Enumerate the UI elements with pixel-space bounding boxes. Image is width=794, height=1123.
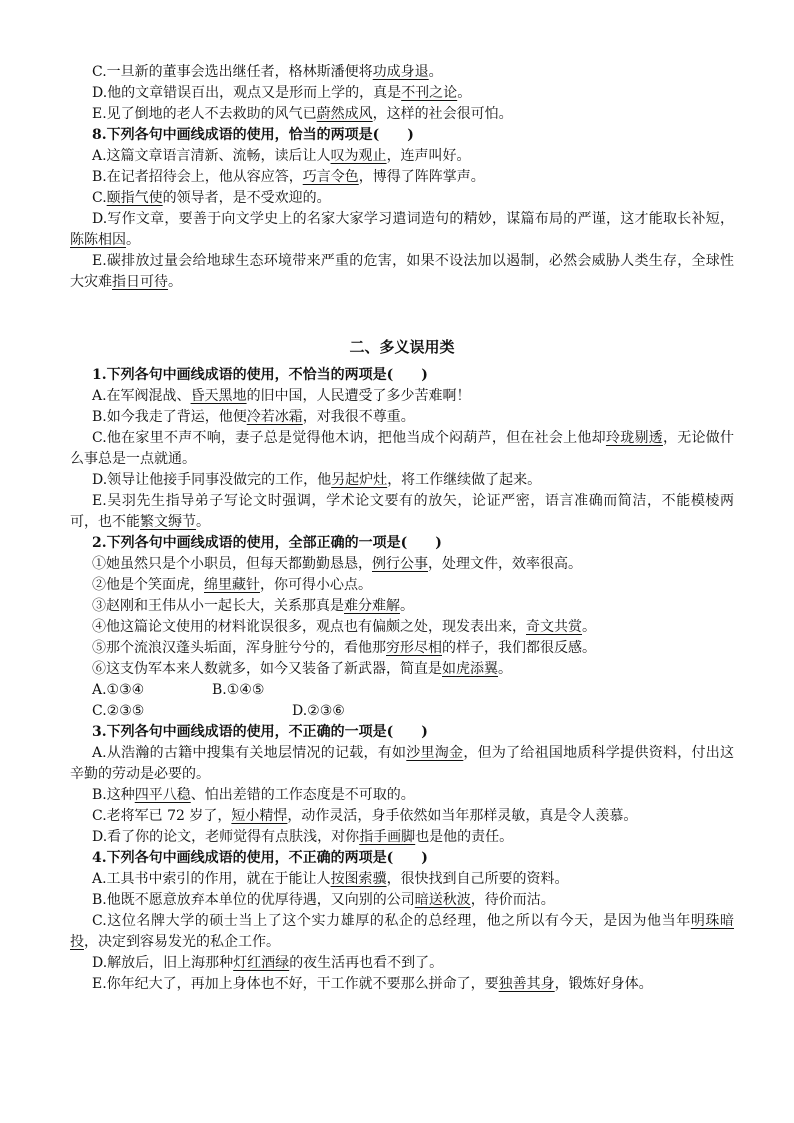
underlined-idiom: 指日可待	[112, 274, 168, 290]
q7-option-c: C.一旦新的董事会选出继任者，格林斯潘便将功成身退。	[92, 64, 443, 80]
underlined-idiom: 独善其身	[498, 976, 555, 992]
underlined-idiom: 昏天黑地	[190, 388, 247, 404]
q2-choice-b: B.①④⑤	[212, 682, 265, 698]
q8-option-d: D.写作文章，要善于向文学史上的名家大家学习遣词造句的精妙，谋篇布局的严谨，这才能取长补短，陈陈相因。	[70, 211, 734, 248]
underlined-idiom: 短小精悍	[231, 808, 288, 824]
q8-option-c: C.颐指气使的领导者，是不受欢迎的。	[92, 190, 331, 206]
q4-option-d: D.解放后，旧上海那种灯红酒绿的夜生活再也看不到了。	[92, 955, 444, 971]
underlined-idiom: 暗送秋波	[414, 892, 471, 908]
underlined-idiom: 不刊之论	[401, 85, 458, 101]
q1-option-d: D.领导让他接手同事没做完的工作，他另起炉灶，将工作继续做了起来。	[92, 472, 542, 488]
q8-stem: 8.下列各句中画线成语的使用，恰当的两项是( )	[92, 127, 414, 143]
q2-item-3: ③赵刚和王伟从小一起长大，关系那真是难分难解。	[92, 598, 414, 614]
q2-item-6: ⑥这支伪军本来人数就多，如今又装备了新武器，简直是如虎添翼。	[92, 661, 512, 677]
q3-option-c: C.老将军已 72 岁了，短小精悍，动作灵活，身手依然如当年那样灵敏，真是令人羡慕。	[92, 808, 638, 824]
q2-choices-row-1	[70, 680, 734, 701]
underlined-idiom: 绵里藏针	[204, 577, 260, 593]
underlined-idiom: 叹为观止	[330, 148, 387, 164]
underlined-idiom: 按图索骥	[330, 871, 387, 887]
document-body	[70, 62, 734, 995]
underlined-idiom: 例行公事	[372, 556, 428, 572]
underlined-idiom: 蔚然成风	[316, 106, 373, 122]
q4-option-b: B.他既不愿意放弃本单位的优厚待遇，又向别的公司暗送秋波，待价而沽。	[92, 892, 555, 908]
q2-item-5: ⑤那个流浪汉蓬头垢面，浑身脏兮兮的，看他那穷形尽相的样子，我们都很反感。	[92, 640, 596, 656]
q1-option-a: A.在军阀混战、昏天黑地的旧中国，人民遭受了多少苦难啊！	[92, 388, 471, 404]
underlined-idiom: 沙里淘金	[406, 745, 464, 761]
underlined-idiom: 繁文缛节	[140, 514, 196, 530]
q2-choice-c: C.②③⑤	[92, 703, 145, 719]
q3-option-a: A.从浩瀚的古籍中搜集有关地层情况的记载，有如沙里淘金，但为了给祖国地质科学提供资料，付出这辛勤的劳动是必要的。	[70, 745, 735, 782]
underlined-idiom: 陈陈相因	[70, 232, 126, 248]
q2-choices-row-2	[70, 701, 734, 722]
q3-option-d: D.看了你的论文，老师觉得有点肤浅，对你指手画脚也是他的责任。	[92, 829, 514, 845]
q2-item-1: ①她虽然只是个小职员，但每天都勤勤恳恳，例行公事，处理文件，效率很高。	[92, 556, 582, 572]
q8-option-b: B.在记者招待会上，他从容应答，巧言令色，博得了阵阵掌声。	[92, 169, 485, 185]
section-title: 二、多义误用类	[349, 338, 455, 356]
q8-option-a: A.这篇文章语言清新、流畅，读后让人叹为观止，连声叫好。	[92, 148, 471, 164]
q2-choice-a: A.①③④	[92, 682, 145, 698]
q2-choice-d: D.②③⑥	[292, 703, 345, 719]
q2-stem: 2.下列各句中画线成语的使用，全部正确的一项是( )	[92, 535, 442, 551]
q1-stem: 1.下列各句中画线成语的使用，不恰当的两项是( )	[92, 367, 428, 383]
q7-option-e: E.见了倒地的老人不去救助的风气已蔚然成风，这样的社会很可怕。	[92, 106, 513, 122]
underlined-idiom: 另起炉灶	[331, 472, 388, 488]
underlined-idiom: 玲珑剔透	[605, 430, 663, 446]
underlined-idiom: 四平八稳	[134, 787, 191, 803]
underlined-idiom: 明珠暗投	[70, 913, 734, 950]
q7-option-d: D.他的文章错误百出，观点又是形而上学的，真是不刊之论。	[92, 85, 472, 101]
q1-option-e: E.吴羽先生指导弟子写论文时强调，学术论文要有的放矢，论证严密，语言准确而简洁，不能模棱两可，也不能繁文缛节。	[70, 493, 734, 530]
q4-option-a: A.工具书中索引的作用，就在于能让人按图索骥，很快找到自己所要的资料。	[92, 871, 569, 887]
underlined-idiom: 奇文共赏	[526, 619, 582, 635]
q2-item-2: ②他是个笑面虎，绵里藏针，你可得小心点。	[92, 577, 372, 593]
q4-option-c: C.这位名牌大学的硕士当上了这个实力雄厚的私企的总经理，他之所以有今天，是因为他当年明珠暗投，决定到容易发光的私企工作。	[70, 913, 734, 950]
q3-option-b: B.这种四平八稳、怕出差错的工作态度是不可取的。	[92, 787, 415, 803]
q4-stem: 4.下列各句中画线成语的使用，不正确的两项是( )	[92, 850, 428, 866]
underlined-idiom: 冷若冰霜	[246, 409, 303, 425]
underlined-idiom: 穷形尽相	[386, 640, 442, 656]
q1-option-c: C.他在家里不声不响，妻子总是觉得他木讷，把他当成个闷葫芦，但在社会上他却玲珑剔透，无论做什么事总是一点就通。	[70, 430, 734, 467]
underlined-idiom: 难分难解	[344, 598, 400, 614]
q3-stem: 3.下列各句中画线成语的使用，不正确的一项是( )	[92, 724, 428, 740]
underlined-idiom: 指手画脚	[359, 829, 416, 845]
underlined-idiom: 颐指气使	[106, 190, 163, 206]
q1-option-b: B.如今我走了背运，他便冷若冰霜，对我很不尊重。	[92, 409, 415, 425]
q4-option-e: E.你年纪大了，再加上身体也不好，干工作就不要那么拼命了，要独善其身，锻炼好身体。	[92, 976, 653, 992]
underlined-idiom: 巧言令色	[302, 169, 359, 185]
underlined-idiom: 功成身退	[372, 64, 429, 80]
underlined-idiom: 灯红酒绿	[233, 955, 290, 971]
underlined-idiom: 如虎添翼	[442, 661, 498, 677]
q2-item-4: ④他这篇论文使用的材料讹误很多，观点也有偏颇之处，现发表出来，奇文共赏。	[92, 619, 596, 635]
section-gap	[70, 293, 734, 335]
q8-option-e: E.碳排放过量会给地球生态环境带来严重的危害，如果不设法加以遏制，必然会威胁人类生存，全球性大灾难指日可待。	[70, 253, 734, 290]
